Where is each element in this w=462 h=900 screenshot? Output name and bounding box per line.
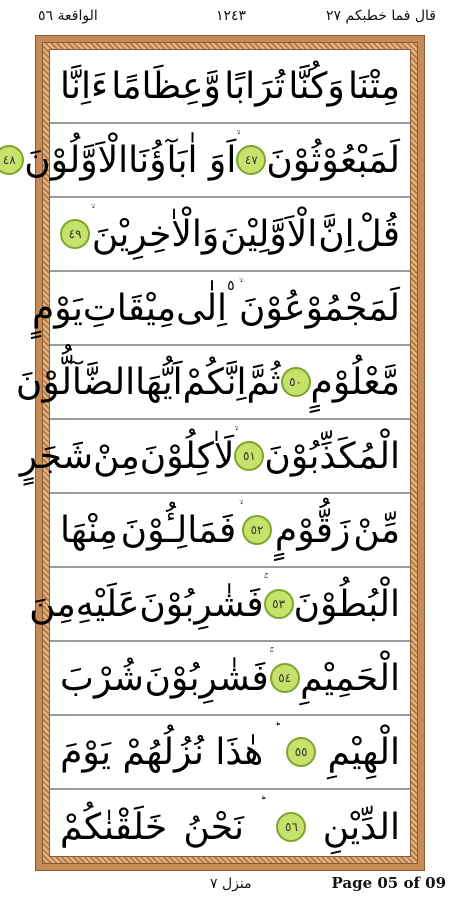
- word: نَحْنُ: [183, 806, 244, 848]
- text-line-4: [31, 272, 410, 346]
- word: خَلَقْنٰكُمْ: [60, 806, 168, 848]
- verse-end-marker: ٥٦: [276, 812, 306, 842]
- verse-end-marker: ٤٨: [0, 145, 24, 175]
- word: يَوْمٍ: [31, 287, 83, 329]
- text-line-1: [50, 50, 410, 124]
- word: الْحَمِيْمِ: [300, 657, 400, 699]
- page-indicator: Page 05 of 09: [331, 874, 446, 892]
- text-line-6: [19, 420, 410, 494]
- quran-page: [2, 49, 411, 857]
- word: الْاَوَّلُوْنَ: [24, 139, 129, 181]
- word: ءَاِنَّا: [60, 65, 108, 107]
- text-line-2: [2, 124, 410, 198]
- text-line-3: [50, 198, 410, 272]
- word: اِنَّ: [318, 213, 355, 255]
- verse-end-marker: ٥٥: [286, 737, 316, 767]
- verse-end-marker: ٥١: [234, 441, 264, 471]
- word: لَاٰكِلُوْنَ: [139, 435, 235, 477]
- word: وَّعِظَامًا: [111, 65, 221, 107]
- verse-end-marker: ٥٣: [264, 589, 294, 619]
- ornamental-border: [2, 36, 424, 870]
- word: الضَّآلُّوْنَ: [15, 361, 136, 403]
- text-line-7: [50, 494, 410, 568]
- word: مِّنْ: [353, 509, 400, 551]
- word: الْهِيْمِ: [327, 731, 400, 773]
- word: الْمُكَذِّبُوْنَ: [264, 435, 400, 477]
- pause-sign: ۙ ٥: [227, 278, 240, 294]
- word: نُزُلُهُمْ: [122, 731, 204, 773]
- text-line-9: [50, 642, 410, 716]
- word: مِنْهَا: [60, 509, 118, 551]
- verse-end-marker: ٥٤: [270, 663, 300, 693]
- text-line-11: [50, 790, 410, 864]
- page-footer: [0, 872, 462, 900]
- word: مَّعْلُوْمٍ: [310, 361, 400, 403]
- word: مِتْنَا: [348, 65, 400, 107]
- word: اَيُّهَا: [135, 361, 183, 403]
- page-header: [0, 0, 462, 34]
- surah-name: الواقعة ٥٦: [38, 8, 98, 24]
- word: لَمَبْعُوْثُوْنَ: [266, 139, 400, 181]
- word: قُلْ: [355, 213, 400, 255]
- word: اِلٰى: [176, 287, 228, 329]
- word: لَمَجْمُوْعُوْنَ: [239, 287, 400, 329]
- word: ثُمَّ: [246, 361, 281, 403]
- verse-end-marker: ٤٧: [236, 145, 266, 175]
- word: فَمَالِـُٔوْنَ: [120, 509, 237, 551]
- word: هٰذَا: [215, 731, 264, 773]
- word: فَشٰرِبُوْنَ: [144, 657, 269, 699]
- word: الْاَوَّلِيْنَ: [220, 213, 318, 255]
- word: فَشٰرِبُوْنَ: [139, 583, 264, 625]
- word: زَقُّوْمٍ: [274, 509, 351, 551]
- word: اِنَّكُمْ: [182, 361, 247, 403]
- manzil-label: منزل ٧: [210, 876, 252, 892]
- word: مِنَ: [29, 583, 76, 625]
- word: تُرَابًا: [224, 65, 286, 107]
- verse-end-marker: ٥٠: [281, 367, 311, 397]
- word: وَكُنَّا: [288, 65, 345, 107]
- text-line-5: [15, 346, 410, 420]
- word: شُرْبَ: [60, 657, 144, 699]
- word: مِنْ: [93, 435, 140, 477]
- word: اَوَ اٰبَآؤُنَا: [128, 139, 237, 181]
- word: يَوْمَ: [60, 731, 111, 773]
- word: وَالْاٰخِرِيْنَ: [91, 213, 220, 255]
- page-number: ١٢٤٣: [215, 8, 247, 24]
- text-line-10: [50, 716, 410, 790]
- word: الْبُطُوْنَ: [293, 583, 400, 625]
- verse-end-marker: ٥٢: [242, 515, 272, 545]
- word: عَلَيْهِ: [75, 583, 140, 625]
- word: شَجَرٍ: [19, 435, 94, 477]
- word: مِيْقَاتِ: [82, 287, 177, 329]
- verse-end-marker: ٤٩: [60, 219, 90, 249]
- text-line-8: [29, 568, 410, 642]
- word: الدِّيْنِ: [322, 806, 400, 848]
- para-name: قال فما خطبكم ٢٧: [326, 8, 436, 24]
